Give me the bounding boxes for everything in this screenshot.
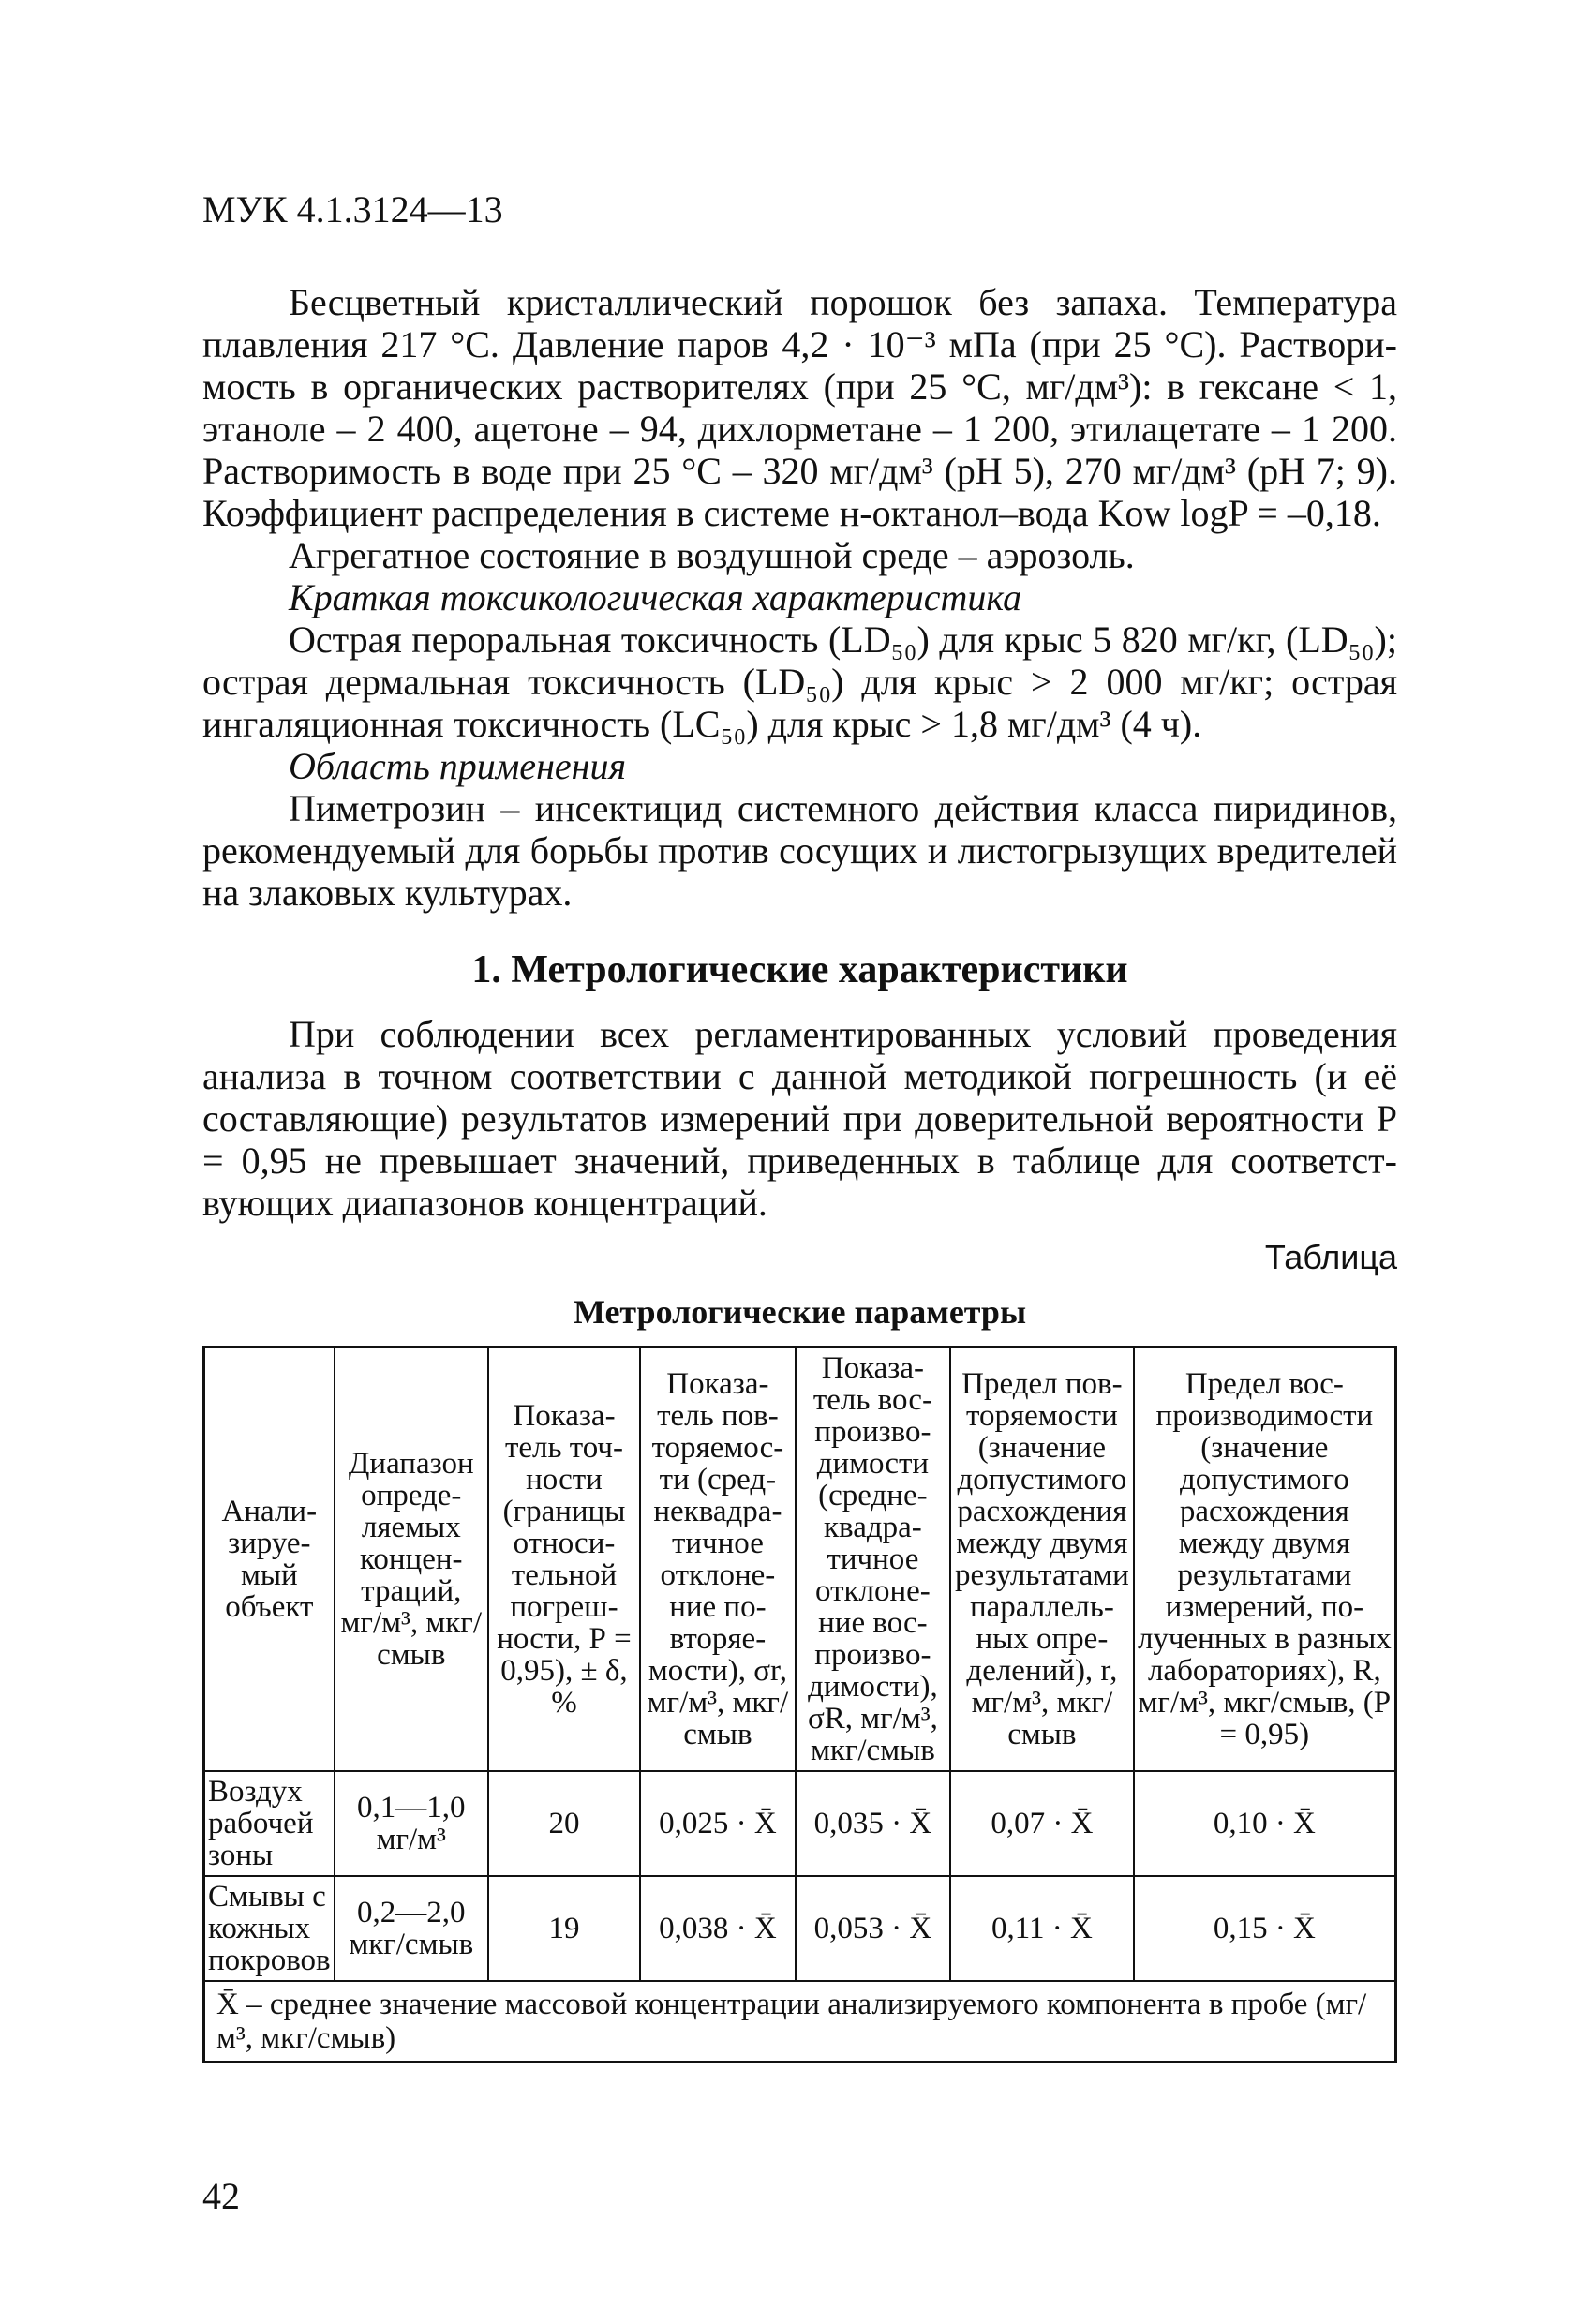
- table-cell: Смывы с кожных покровов: [204, 1876, 335, 1981]
- table-header-row: [204, 1348, 1396, 1772]
- subheading-toxicology: Краткая токсикологическая характеристика: [289, 576, 1022, 618]
- header-cell: Показатель воспроизводимости (среднеквадратичное отклонение воспроизводимости), σR, мг/м³, мкг/смыв: [796, 1348, 950, 1772]
- header-cell: Предел воспроизводимости (значение допустимого расхождения между двумя результатами измерений, полученных в разных лабораториях), R, мг/м³, мкг/смыв, (Р = 0,95): [1134, 1348, 1396, 1772]
- header-cell: Показатель повторяемости (среднеквадратичное отклонение повторяемости), σr, мг/м³, мкг/смыв: [640, 1348, 796, 1772]
- header-cell: Предел повторяемости (значение допустимого расхождения между двумя результатами параллельных определений), r, мг/м³, мкг/смыв: [950, 1348, 1134, 1772]
- subheading-application-area: Область применения: [289, 745, 627, 787]
- header-cell: Диапазон определяемых концентраций, мг/м³, мкг/смыв: [335, 1348, 488, 1772]
- table-row: [204, 1771, 1396, 1876]
- table-cell: 0,035 · X̄: [796, 1771, 950, 1876]
- paragraph-properties: Бесцветный кристаллический порошок без запаха. Температура плавления 217 °С. Давление паров 4,2 · 10⁻³ мПа (при 25 °С). Растворимость в органических растворителях (при 25 °С, мг/дм³): в гексане < 1, этаноле – 2 400, ацетоне – 94, дихлорметане – 1 200, этилацетате – 1 200. Растворимость в воде при 25 °С – 320 мг/дм³ (рН 5), 270 мг/дм³ (рН 7; 9). Коэффициент распределения в системе н-октанол–вода Kow logP = –0,18.: [202, 281, 1397, 534]
- table-note-row: [204, 1981, 1396, 2063]
- table-note: X̄ – среднее значение массовой концентрации анализируемого компонента в пробе (мг/м³, мкг/смыв): [204, 1981, 1396, 2063]
- table-cell: 0,15 · X̄: [1134, 1876, 1396, 1981]
- table-cell: Воздух рабочей зоны: [204, 1771, 335, 1876]
- paragraph-toxicity: Острая пероральная токсичность (LD₅₀) для крыс 5 820 мг/кг, (LD₅₀); острая дермальная токсичность (LD₅₀) для крыс > 2 000 мг/кг; острая ингаляционная токсичность (LC₅₀) для крыс > 1,8 мг/дм³ (4 ч).: [202, 618, 1397, 745]
- document-page: [202, 187, 1397, 2063]
- paragraph-metrology: При соблюдении всех регламентированных условий проведения анализа в точном соответствии с данной методикой погрешность (и её составляющие) результатов измерений при доверительной вероятности Р = 0,95 не превышает значений, приведенных в таблице для соответствующих диапазонов концентраций.: [202, 1013, 1397, 1224]
- section-title: 1. Метрологические характеристики: [471, 948, 1128, 991]
- paragraph-application: Пиметрозин – инсектицид системного действия класса пиридинов, рекомендуемый для борьбы против сосущих и листогрызущих вредителей на злаковых культурах.: [202, 787, 1397, 914]
- table-caption: Таблица: [1264, 1238, 1397, 1276]
- table-cell: 0,025 · X̄: [640, 1771, 796, 1876]
- table-cell: 0,2—2,0 мкг/смыв: [335, 1876, 488, 1981]
- table-cell: 0,10 · X̄: [1134, 1771, 1396, 1876]
- metrology-table: [202, 1346, 1397, 2063]
- table-cell: 0,11 · X̄: [950, 1876, 1134, 1981]
- table-cell: 0,1—1,0 мг/м³: [335, 1771, 488, 1876]
- table-cell: 0,07 · X̄: [950, 1771, 1134, 1876]
- table-cell: 19: [488, 1876, 640, 1981]
- paragraph-aggregate-state: Агрегатное состояние в воздушной среде – аэрозоль.: [289, 534, 1135, 576]
- page-number: 42: [202, 2175, 240, 2217]
- header-cell: Показатель точности (границы относительной погрешности, Р = 0,95), ± δ, %: [488, 1348, 640, 1772]
- header-cell: Анализируемый объект: [204, 1348, 335, 1772]
- table-cell: 0,053 · X̄: [796, 1876, 950, 1981]
- table-cell: 20: [488, 1771, 640, 1876]
- table-title: Метрологические параметры: [573, 1293, 1027, 1331]
- table-row: [204, 1876, 1396, 1981]
- table-cell: 0,038 · X̄: [640, 1876, 796, 1981]
- document-header: МУК 4.1.3124—13: [202, 188, 503, 231]
